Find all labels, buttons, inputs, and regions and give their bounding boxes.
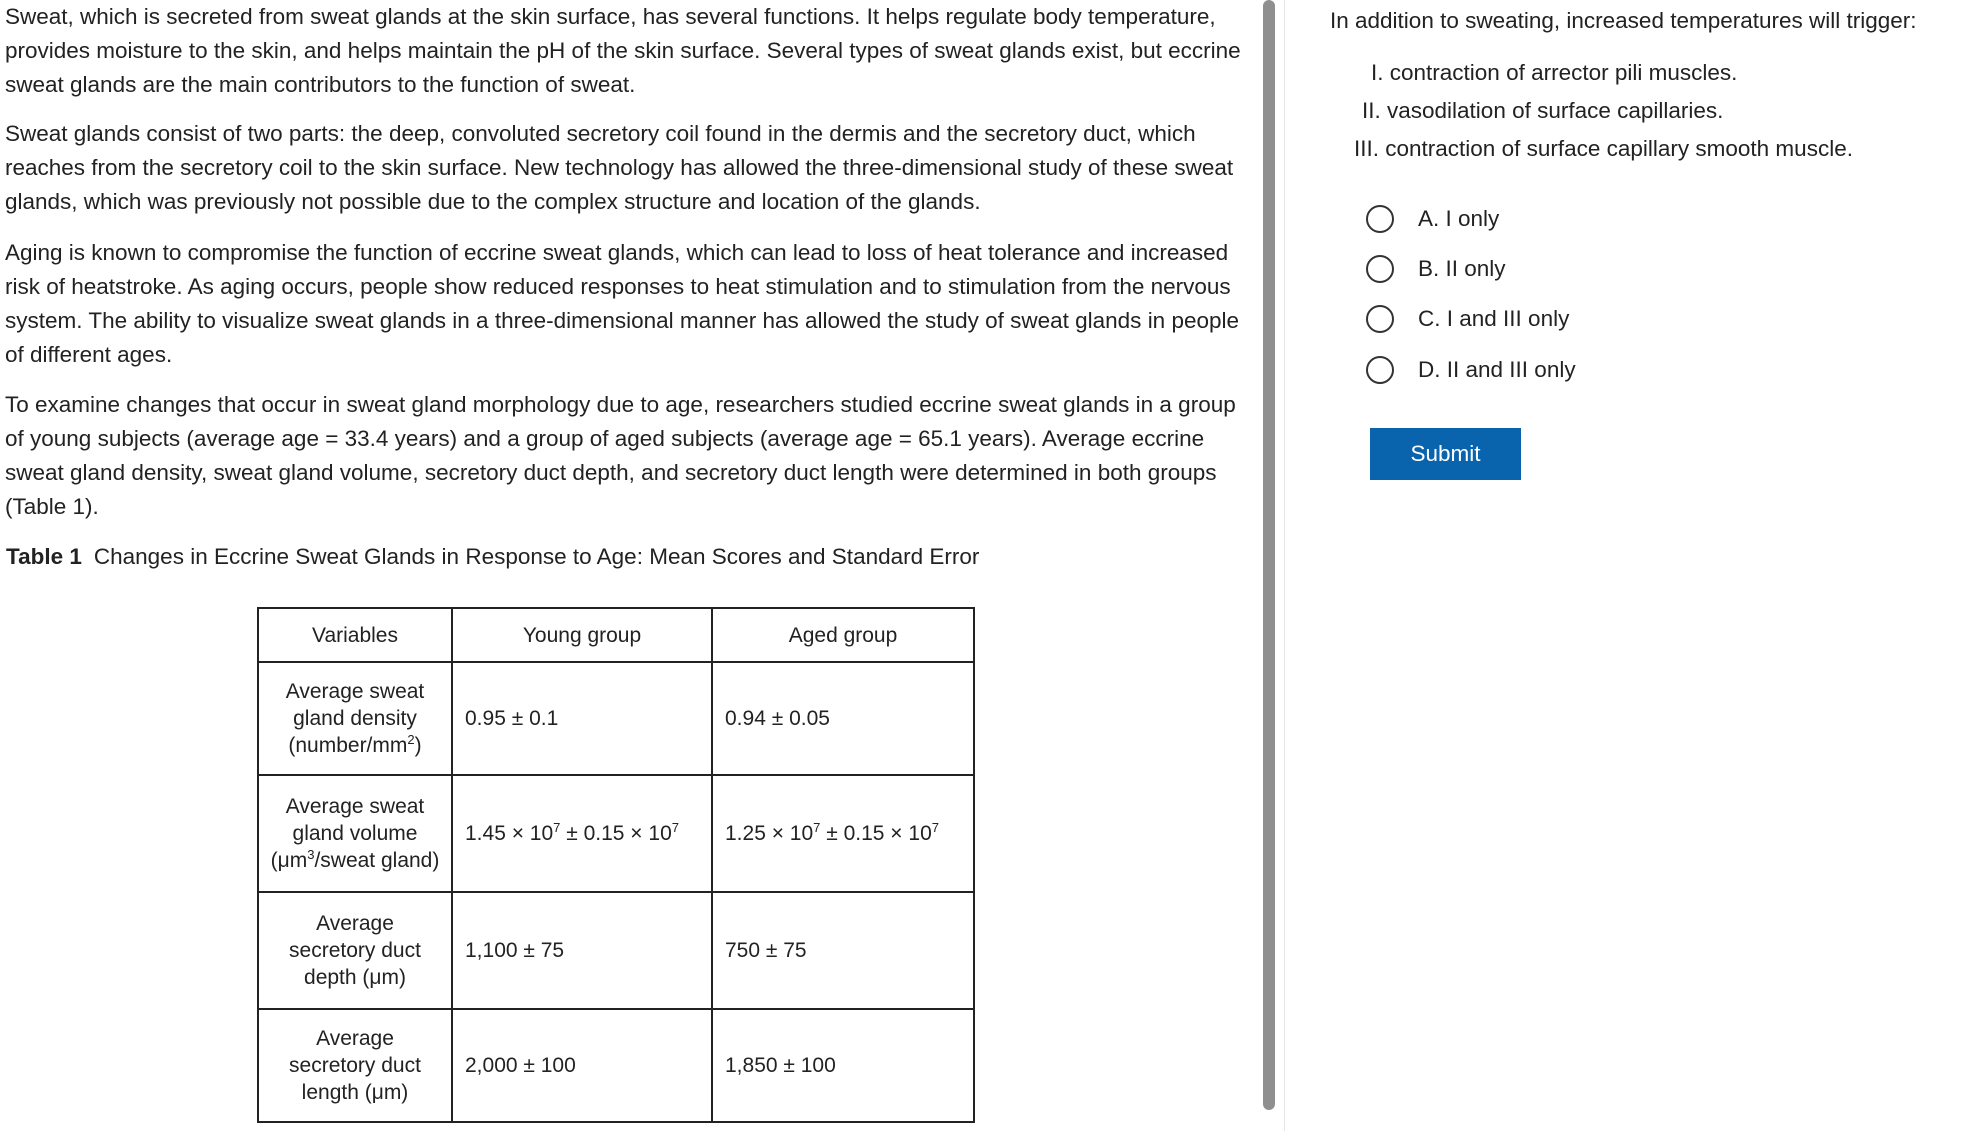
- pane-divider: [1284, 0, 1285, 1131]
- passage-paragraph-1: Sweat, which is secreted from sweat glands at the skin surface, has several functions. It helps regulate body temperature, provides moisture to the skin, and helps maintain the pH of the skin surface. Several types of sweat glands exist, but eccrine sweat glands are the main contributors to the function of sweat.: [5, 4, 1241, 97]
- young-value: 0.95 ± 0.1: [452, 662, 712, 775]
- aged-value: $1.25 \times 10^7 \pm 0.15 \times 10^7$: [712, 775, 974, 892]
- option-b-label[interactable]: B. II only: [1418, 256, 1506, 281]
- option-c-label[interactable]: C. I and III only: [1418, 306, 1570, 331]
- option-b[interactable]: [1366, 249, 1506, 289]
- option-d[interactable]: [1366, 350, 1576, 390]
- young-value: $1.45 \times 10^7 \pm 0.15 \times 10^7$: [452, 775, 712, 892]
- radio-button-icon[interactable]: [1366, 356, 1394, 384]
- option-c[interactable]: [1366, 299, 1569, 339]
- radio-button-icon[interactable]: [1366, 205, 1394, 233]
- option-a-label[interactable]: A. I only: [1418, 206, 1500, 231]
- passage-paragraph-4: To examine changes that occur in sweat gland morphology due to age, researchers studied eccrine sweat glands in a group of young subjects (average age = 33.4 years) and a group of aged subjects (average age = 65.1 years). Average eccrine sweat gland density, sweat gland volume, secretory duct depth, and secretory duct length were determined in both groups (Table 1).: [5, 392, 1236, 519]
- radio-button-icon[interactable]: [1366, 255, 1394, 283]
- table-row: [258, 662, 974, 775]
- passage-paragraph-3: Aging is known to compromise the function of eccrine sweat glands, which can lead to loss of heat tolerance and increased risk of heatstroke. As aging occurs, people show reduced responses to heat stimulation and to stimulation from the nervous system. The ability to visualize sweat glands in a three-dimensional manner has allowed the study of sweat glands in people of different ages.: [5, 240, 1240, 367]
- row-variable: Average secretory duct length (μm): [258, 1009, 452, 1122]
- table-caption: [6, 540, 979, 574]
- data-table: [257, 607, 975, 1123]
- pane-resize-handle[interactable]: [1263, 0, 1275, 1110]
- row-variable: Average sweat gland volume ($\mu m^3$/sweat gland): [258, 775, 452, 892]
- question-pane: [1290, 0, 1963, 1131]
- row-variable: Average secretory duct depth (μm): [258, 892, 452, 1009]
- submit-button[interactable]: Submit: [1370, 428, 1521, 480]
- question-stem: In addition to sweating, increased temperatures will trigger:: [1330, 8, 1917, 33]
- statement-2: II. vasodilation of surface capillaries.: [1362, 98, 1724, 123]
- table-caption-text: Changes in Eccrine Sweat Glands in Response to Age: Mean Scores and Standard Error: [93, 544, 980, 569]
- table-row: [258, 775, 974, 892]
- row-variable: Average sweat gland density $(number/mm^2)$: [258, 662, 452, 775]
- table-caption-label: Table 1: [6, 544, 82, 569]
- table-header-row: [258, 608, 974, 662]
- passage-paragraph-2: Sweat glands consist of two parts: the deep, convoluted secretory coil found in the dermis and the secretory duct, which reaches from the secretory coil to the skin surface. New technology has allowed the three-dimensional study of these sweat glands, which was previously not possible due to the complex structure and location of the glands.: [5, 121, 1234, 214]
- table-row: [258, 892, 974, 1009]
- header-aged-group: Aged group: [712, 608, 974, 662]
- option-a[interactable]: [1366, 199, 1499, 239]
- aged-value: 0.94 ± 0.05: [712, 662, 974, 775]
- header-young-group: Young group: [452, 608, 712, 662]
- option-d-label[interactable]: D. II and III only: [1418, 357, 1576, 382]
- statement-1: I. contraction of arrector pili muscles.: [1371, 60, 1738, 85]
- young-value: 1,100 ± 75: [452, 892, 712, 1009]
- table-row: [258, 1009, 974, 1122]
- statement-3: III. contraction of surface capillary smooth muscle.: [1354, 136, 1853, 161]
- aged-value: 750 ± 75: [712, 892, 974, 1009]
- young-value: 2,000 ± 100: [452, 1009, 712, 1122]
- radio-button-icon[interactable]: [1366, 305, 1394, 333]
- aged-value: 1,850 ± 100: [712, 1009, 974, 1122]
- header-variables: Variables: [258, 608, 452, 662]
